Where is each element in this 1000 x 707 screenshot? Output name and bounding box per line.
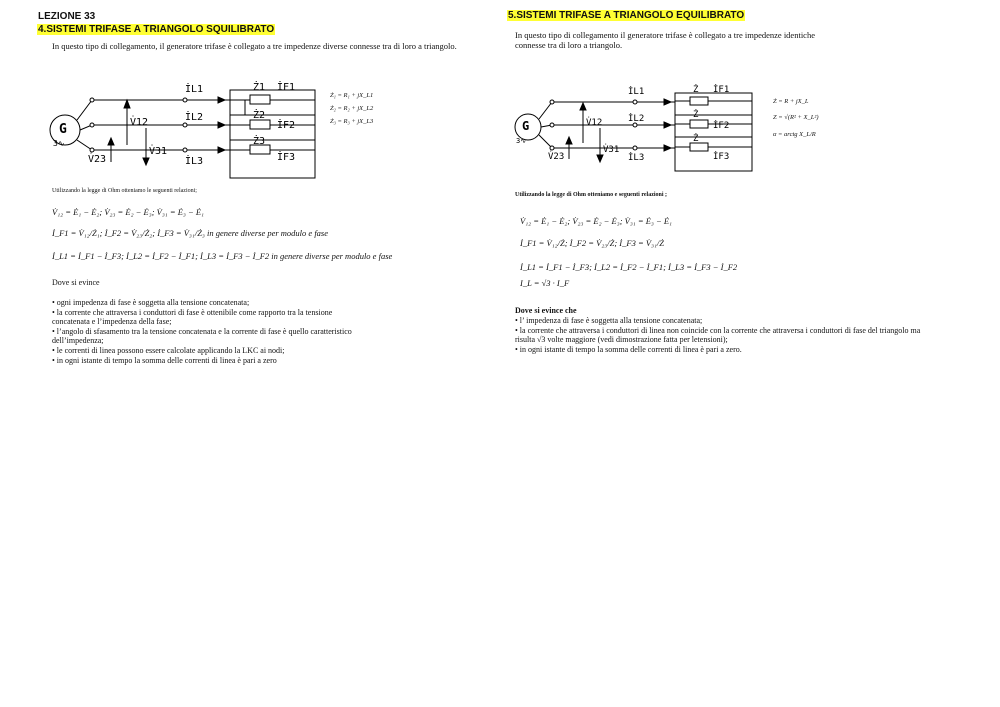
- right-label-z-3: Ż: [693, 134, 699, 144]
- label-if2: İF2: [277, 120, 296, 131]
- right-dove: Dove si evince che: [515, 306, 577, 315]
- left-eq-voltages: V̇₁₂ = Ė₁ − Ė₂; V̇₂₃ = Ė₂ − Ė₃; V̇₃₁ = Ė₃ − Ė₁: [52, 207, 205, 217]
- right-intro-line: In questo tipo di collegamento il generatore trifase è collegato a tre impedenze identiche: [515, 30, 815, 40]
- left-impedance-3: Ż₃ = R₃ + jX_L3: [330, 118, 374, 125]
- right-eq-line-currents: İ_L1 = İ_F1 − İ_F3; İ_L2 = İ_F2 − İ_F1; İ_L3 = İ_F3 − İ_F2: [520, 262, 738, 272]
- right-label-z-2: Ż: [693, 110, 699, 120]
- right-eq-phase-currents: İ_F1 = V̇₁₂/Ż; İ_F2 = V̇₂₃/Ż; İ_F3 = V̇₃₁/Ż: [520, 238, 665, 248]
- right-label-v12: V̇12: [586, 118, 603, 128]
- left-impedance-1: Ż₁ = R₁ + jX_L1: [330, 92, 374, 99]
- right-eq-voltages: V̇₁₂ = Ė₁ − Ė₂; V̇₂₃ = Ė₂ − Ė₃; V̇₃₁ = Ė₃ − Ė₁: [520, 216, 673, 226]
- right-label-z-1: Ż: [693, 85, 699, 95]
- left-ohm-caption: Utilizzando la legge di Ohm otteniamo le seguenti relazioni;: [52, 188, 197, 194]
- left-bullet-list: [52, 298, 352, 365]
- right-eq-il-if: I_L = √3 · I_F: [520, 278, 570, 288]
- left-bullet: concatenata e l’impedenza della fase;: [52, 317, 172, 327]
- right-impedance-3: α = arctg X_L/R: [773, 131, 816, 138]
- left-section-title: 4.SISTEMI TRIFASE A TRIANGOLO SQUILIBRATO: [38, 24, 275, 35]
- right-label-il3: İL3: [628, 153, 645, 163]
- label-z2: Ż2: [253, 110, 266, 121]
- right-bullet: • l’ impedenza di fase è soggetta alla tensione concatenata;: [515, 316, 703, 325]
- lesson-label: LEZIONE 33: [38, 11, 96, 22]
- label-if1: İF1: [277, 82, 296, 93]
- left-dove: Dove si evince: [52, 278, 100, 287]
- left-bullet: dell’impedenza;: [52, 336, 104, 346]
- right-impedance-2: Z = √(R² + X_L²): [773, 114, 819, 121]
- right-bullet: risulta √3 volte maggiore (vedi dimostrazione fatta per letensioni);: [515, 335, 728, 345]
- right-generator-sub-label: 3∿: [516, 137, 527, 145]
- right-label-if3: İF3: [713, 152, 730, 162]
- right-bullet: • la corrente che attraversa i conduttori di linea non coincide con la corrente che attraversa i conduttori di fase del triangolo ma: [515, 325, 921, 335]
- label-il2: İL2: [185, 112, 204, 123]
- right-impedance-1: Ż = R + jX_L: [773, 98, 809, 105]
- label-v31: V̇31: [149, 146, 168, 157]
- left-eq-line-currents: İ_L1 = İ_F1 − İ_F3; İ_L2 = İ_F2 − İ_F1; İ_L3 = İ_F3 − İ_F2 in genere diverse per modulo e fase: [52, 251, 393, 261]
- left-intro: In questo tipo di collegamento, il generatore trifase è collegato a tre impedenze diverse connesse tra di loro a triangolo.: [52, 41, 457, 51]
- label-z1: Ż1: [253, 82, 266, 93]
- right-label-il1: İL1: [628, 87, 645, 97]
- right-label-v31: V̇31: [603, 145, 620, 155]
- right-circuit-diagram: [510, 75, 760, 175]
- left-impedance-2: Ż₂ = R₂ + jX_L2: [330, 105, 374, 112]
- label-il3: İL3: [185, 156, 204, 167]
- right-ohm-caption: Utilizzando la legge di Ohm otteniamo e seguenti relazioni ;: [515, 192, 668, 198]
- right-bullet: • in ogni istante di tempo la somma delle correnti di linea è pari a zero.: [515, 344, 742, 354]
- left-circuit-diagram: [45, 70, 320, 185]
- right-label-if2: İF2: [713, 121, 730, 131]
- left-bullet: • ogni impedenza di fase è soggetta alla tensione concatenata;: [52, 298, 250, 307]
- label-il1: İL1: [185, 84, 204, 95]
- right-bullet-list: [515, 316, 920, 354]
- generator-label: G: [59, 122, 67, 137]
- label-z3: Ż3: [253, 136, 266, 147]
- generator-sub-label: 3∿: [53, 139, 65, 148]
- right-section-title: 5.SISTEMI TRIFASE A TRIANGOLO EQUILIBRATO: [508, 10, 745, 21]
- right-intro-line: connesse tra di loro a triangolo.: [515, 40, 623, 50]
- right-label-if1: İF1: [713, 85, 730, 95]
- left-bullet: • le correnti di linea possono essere calcolate applicando la LKC ai nodi;: [52, 345, 285, 355]
- left-bullet: • in ogni istante di tempo la somma delle correnti di linea è pari a zero: [52, 355, 277, 365]
- right-generator-label: G: [522, 119, 530, 133]
- left-bullet: • l’angolo di sfasamento tra la tensione concatenata e la corrente di fase è quello caratteristico: [52, 326, 352, 336]
- right-label-v23: V̇23: [548, 152, 565, 162]
- right-intro: [515, 30, 815, 50]
- left-bullet: • la corrente che attraversa i conduttori di fase è ottenibile come rapporto tra la tensione: [52, 307, 333, 317]
- right-label-il2: İL2: [628, 114, 645, 124]
- label-if3: İF3: [277, 152, 296, 163]
- label-v12: V̇12: [130, 117, 149, 128]
- left-eq-phase-currents: İ_F1 = V̇₁₂/Ż₁; İ_F2 = V̇₂₃/Ż₂; İ_F3 = V̇₃₁/Ż₃ in genere diverse per modulo e fase: [52, 228, 329, 238]
- label-v23: V̇23: [88, 154, 107, 165]
